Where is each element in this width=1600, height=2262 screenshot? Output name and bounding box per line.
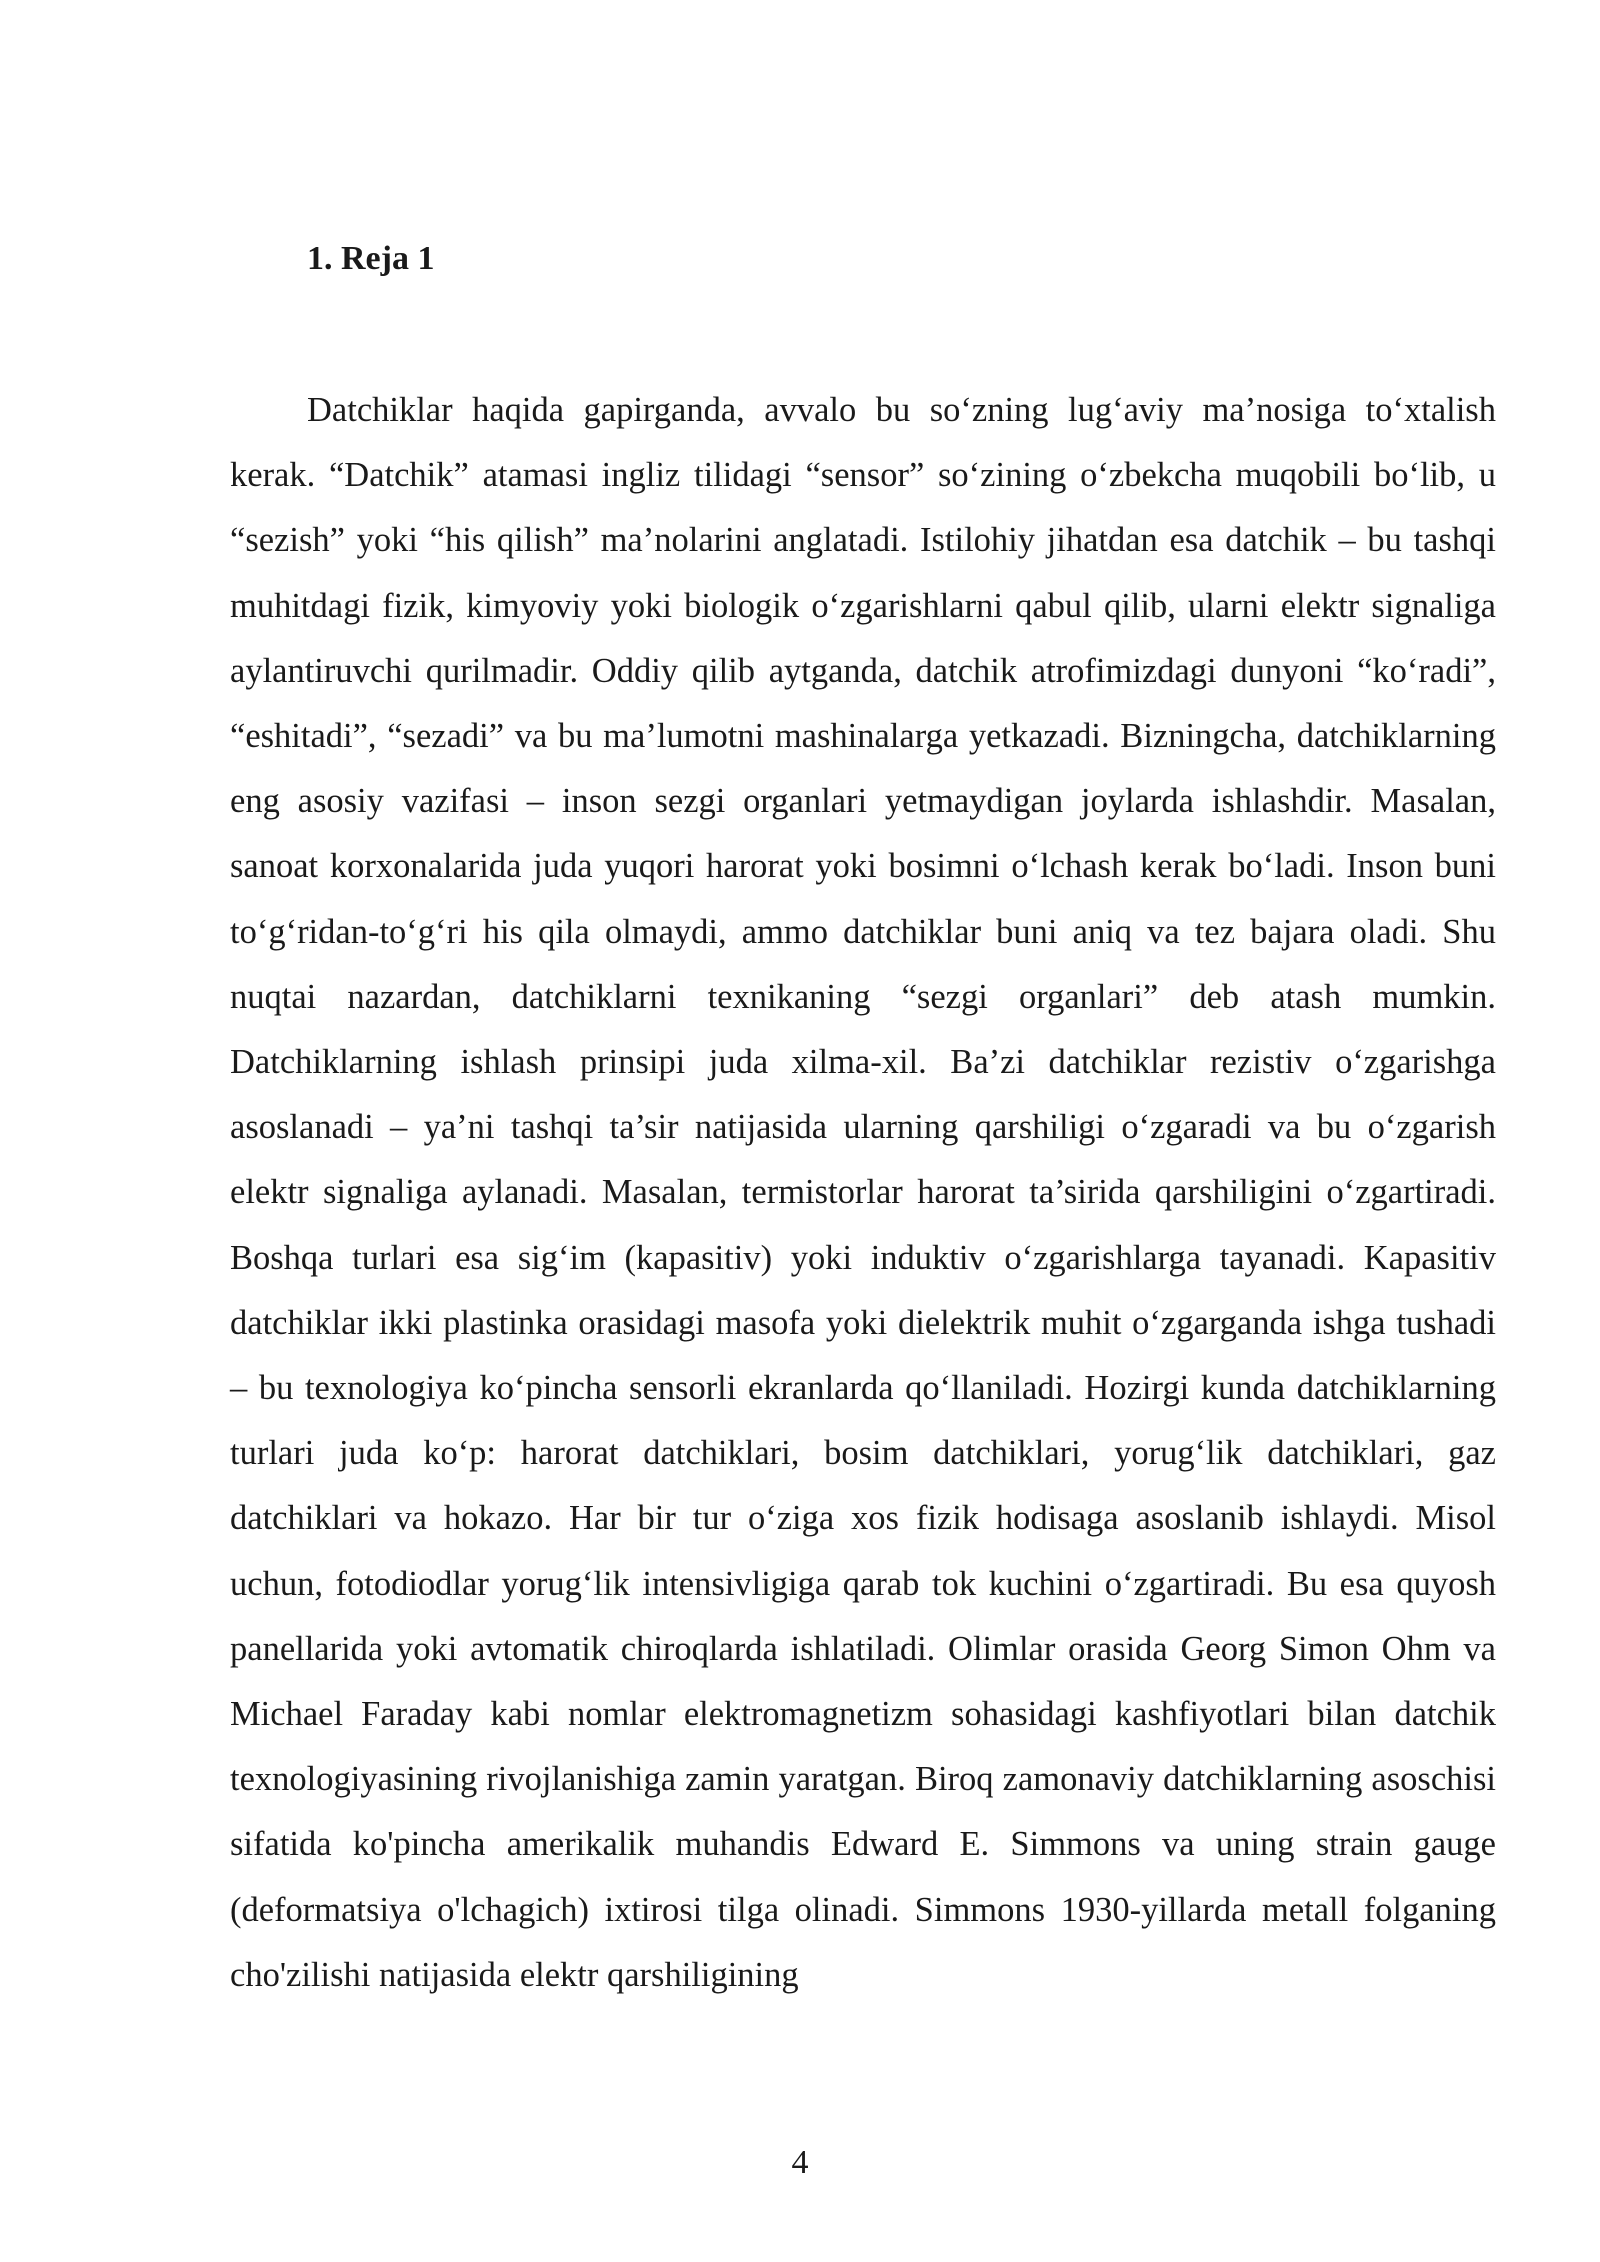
page-number: 4 — [791, 2144, 809, 2181]
body-paragraph: Datchiklar haqida gapirganda, avvalo bu so‘zning lug‘aviy ma’nosiga to‘xtalish kerak. “Datchik” atamasi ingliz tilidagi “sensor” so‘zining o‘zbekcha muqobili bo‘lib, u “sezish” yoki “his qilish” ma’nolarini anglatadi. Istilohiy jihatdan esa datchik – bu tashqi muhitdagi fizik, kimyoviy yoki biologik o‘zgarishlarni qabul qilib, ularni elektr signaliga aylantiruvchi qurilmadir. Oddiy qilib aytganda, datchik atrofimizdagi dunyoni “ko‘radi”, “eshitadi”, “sezadi” va bu ma’lumotni mashinalarga yetkazadi. Bizningcha, datchiklarning eng asosiy vazifasi – inson sezgi organlari yetmaydigan joylarda ishlashdir. Masalan, sanoat korxonalarida juda yuqori harorat yoki bosimni o‘lchash kerak bo‘ladi. Inson buni to‘g‘ridan-to‘g‘ri his qila olmaydi, ammo datchiklar buni aniq va tez bajara oladi. Shu nuqtai nazardan, datchiklarni texnikaning “sezgi organlari” deb atash mumkin. Datchiklarning ishlash prinsipi juda xilma-xil. Ba’zi datchiklar rezistiv o‘zgarishga asoslanadi – ya’ni tashqi ta’sir natijasida ularning qarshiligi o‘zgaradi va bu o‘zgarish elektr signaliga aylanadi. Masalan, termistorlar harorat ta’sirida qarshiligini o‘zgartiradi. Boshqa turlari esa sig‘im (kapasitiv) yoki induktiv o‘zgarishlarga tayanadi. Kapasitiv datchiklar ikki plastinka orasidagi masofa yoki dielektrik muhit o‘zgarganda ishga tushadi – bu texnologiya ko‘pincha sensorli ekranlarda qo‘llaniladi. Hozirgi kunda datchiklarning turlari juda ko‘p: harorat datchiklari, bosim datchiklari, yorug‘lik datchiklari, gaz datchiklari va hokazo. Har bir tur o‘ziga xos fizik hodisaga asoslanib ishlaydi. Misol uchun, fotodiodlar yorug‘lik intensivligiga qarab tok kuchini o‘zgartiradi. Bu esa quyosh panellarida yoki avtomatik chiroqlarda ishlatiladi. Olimlar orasida Georg Simon Ohm va Michael Faraday kabi nomlar elektromagnetizm sohasidagi kashfiyotlari bilan datchik texnologiyasining rivojlanishiga zamin yaratgan. Biroq zamonaviy datchiklarning asoschisi sifatida ko'pincha amerikalik muhandis Edward E. Simmons va uning strain gauge (deformatsiya o'lchagich) ixtirosi tilga olinadi. Simmons 1930-yillarda metall folganing cho'zilishi natijasida elektr qarshiligining — [230, 391, 1496, 1994]
section-heading: 1. Reja 1 — [307, 240, 435, 277]
